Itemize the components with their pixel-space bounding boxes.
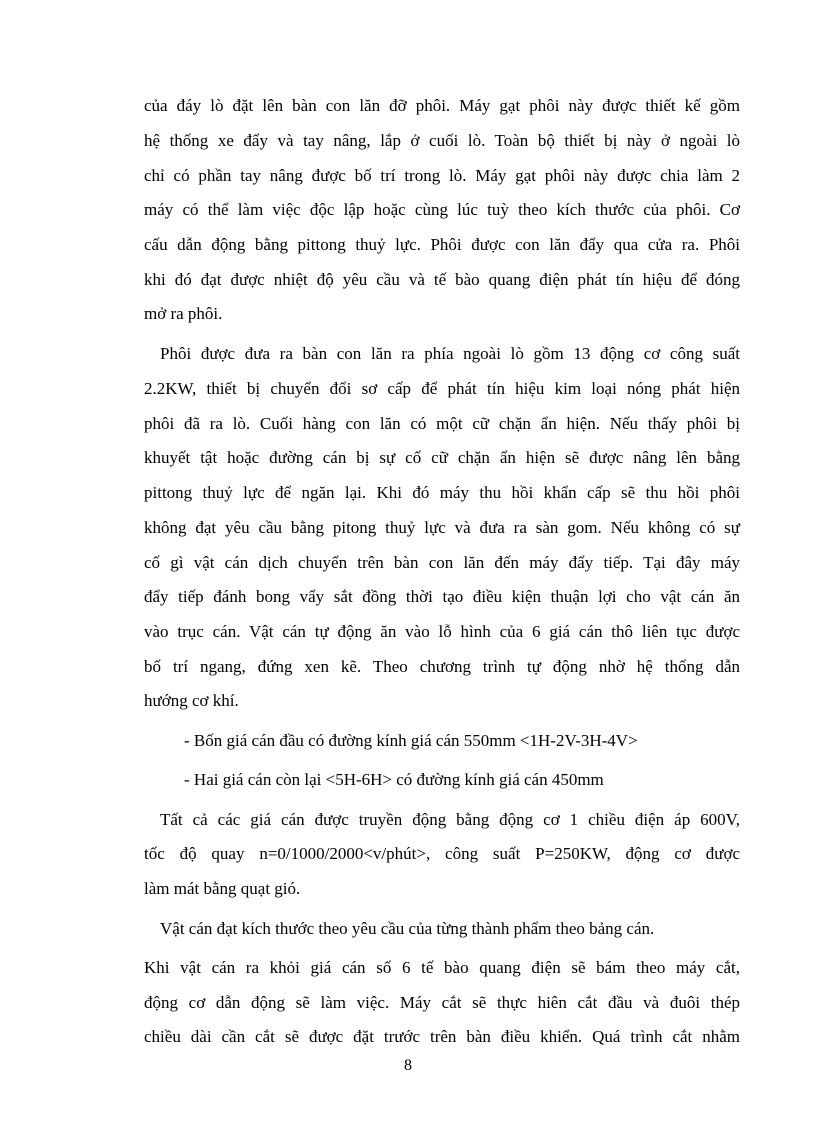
paragraph-4-line-1: Vật cán đạt kích thước theo yêu cầu của từng thành phẩm theo bảng cán. (160, 919, 655, 938)
paragraph-3-line-3: làm mát bằng quạt gió. (144, 879, 301, 898)
paragraph-2-line-2: 2.2KW, thiết bị chuyển đổi sơ cấp để phát tín hiệu kim loại nóng phát hiện (144, 379, 740, 398)
paragraph-1-line-4: máy có thể làm việc độc lập hoặc cùng lúc tuỳ theo kích thước của phôi. Cơ (144, 200, 740, 219)
paragraph-2-line-8: đẩy tiếp đánh bong vẩy sắt đồng thời tạo điều kiện thuận lợi cho vật cán ăn (144, 587, 740, 606)
paragraph-5-line-2: động cơ dẫn động sẽ làm việc. Máy cắt sẽ thực hiên cắt đầu và đuôi thép (144, 993, 740, 1012)
paragraph-2-line-1: Phôi được đưa ra bàn con lăn ra phía ngoài lò gồm 13 động cơ công suất (160, 344, 740, 363)
paragraph-2-line-7: cố gì vật cán dịch chuyển trên bàn con lăn đến máy đẩy tiếp. Tại đây máy (144, 553, 740, 572)
paragraph-1-line-7: mở ra phôi. (144, 304, 223, 323)
paragraph-2-line-5: pittong thuỷ lực để ngăn lại. Khi đó máy thu hồi khẩn cấp sẽ thu hồi phôi (144, 483, 740, 502)
paragraph-3-line-2: tốc độ quay n=0/1000/2000<v/phút>, công suất P=250KW, động cơ được (144, 844, 740, 863)
paragraph-1-line-1: của đáy lò đặt lên bàn con lăn đỡ phôi. Máy gạt phôi này được thiết kế gồm (144, 96, 740, 115)
paragraph-1-line-5: cấu dẫn động bằng pittong thuỷ lực. Phôi được con lăn đẩy qua cửa ra. Phôi (144, 235, 740, 254)
paragraph-3-line-1: Tất cả các giá cán được truyền động bằng động cơ 1 chiều điện áp 600V, (160, 810, 740, 829)
paragraph-5-line-3: chiều dài cần cắt sẽ được đặt trước trên bàn điều khiển. Quá trình cắt nhằm (144, 1027, 740, 1046)
paragraph-2-line-3: phôi đã ra lò. Cuối hàng con lăn có một cữ chặn ẩn hiện. Nếu thấy phôi bị (144, 414, 740, 433)
paragraph-2-line-11: hướng cơ khí. (144, 691, 239, 710)
paragraph-1-line-3: chỉ có phần tay nâng được bố trí trong lò. Máy gạt phôi này được chia làm 2 (144, 166, 740, 185)
paragraph-2-line-6: không đạt yêu cầu bằng pitong thuỷ lực và đưa ra sàn gom. Nếu không có sự (144, 518, 740, 537)
paragraph-1-line-6: khi đó đạt được nhiệt độ yêu cầu và tế bào quang điện phát tín hiệu để đóng (144, 270, 740, 289)
paragraph-2-line-9: vào trục cán. Vật cán tự động ăn vào lỗ hình của 6 giá cán thô liên tục được (144, 622, 740, 641)
bullet-item-1: - Bốn giá cán đầu có đường kính giá cán 550mm <1H-2V-3H-4V> (184, 731, 638, 750)
bullet-item-2: - Hai giá cán còn lại <5H-6H> có đường kính giá cán 450mm (184, 770, 604, 789)
paragraph-1-line-2: hệ thống xe đẩy và tay nâng, lắp ở cuối lò. Toàn bộ thiết bị này ở ngoài lò (144, 131, 740, 150)
paragraph-2-line-10: bố trí ngang, đứng xen kẽ. Theo chương trình tự động nhờ hệ thống dẫn (144, 657, 740, 676)
page-number: 8 (404, 1057, 412, 1074)
paragraph-5-line-1: Khi vật cán ra khỏi giá cán số 6 tế bào quang điện sẽ bám theo máy cắt, (144, 958, 740, 977)
paragraph-2-line-4: khuyết tật hoặc đường cán bị sự cố cữ chặn ẩn hiện sẽ được nâng lên bằng (144, 448, 740, 467)
